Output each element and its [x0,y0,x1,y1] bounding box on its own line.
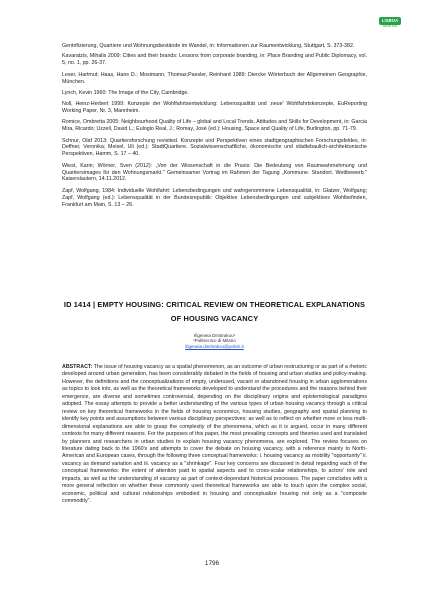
author-email-link[interactable]: ifigeneia.dimitrakou@polimi.it [185,343,244,349]
article-title: ID 1414 | EMPTY HOUSING: CRITICAL REVIEW ON THEORETICAL EXPLANATIONS OF HOUSING VACANCY [63,300,366,323]
reference-list [62,43,367,213]
logo-subtitle: AESOP 2015 [382,25,398,29]
reference-entry: Romice, Ombretta 2005: Neighbourhood Quality of Life – global and Local Trends, Attitudes and Skills for Development, in: Garcia Mira, Ricardo; Uzzell, David L.; Eulogio Real, J.; Romay, José (ed.): Housing, Space and Quality of Life, Burlington, pp. 71-79. [62,119,367,133]
reference-entry: Zapf, Wolfgang, 1984: Individuelle Wohlfahrt: Lebensbedingungen und wahrgenommene Lebensqualität, in: Glatzer, Wolfgang; Zapf, Wolfgang (ed.): Lebensqualität in der Bundesrepublik: Objektive Lebensbedingungen und subjektives Wohlbefinden, Frankfurt am Main, S. 13 – 26. [62,187,367,208]
conference-logo [370,9,410,37]
page-number: 1796 [204,560,220,567]
reference-entry: Kavaratzis, Mihalis 2009: Cities and their brands: Lessons from corporate branding, in: Place Branding and Public Diplomacy, vol. 5, no. 1, pp. 26-37. [62,53,367,67]
reference-entry: Leser, Hartmut; Haas, Hans D.; Mosimann, Thomas;Paesler, Reinhard 1989: Diercke Wörterbuch der Allgemeinen Geographie, München. [62,71,367,85]
author-affiliation: ¹Politecnico di Milano [193,338,236,344]
reference-entry: Lynch, Kevin 1960: The Image of the City, Cambridge. [62,89,189,96]
reference-entry: Schnur, Olaf 2013: Quartiersforschung revisited. Konzepte und Perspektiven eines stadtgeographischen Forschungsfeldes, in: Deffner, Veronika; Meisel, Uli (ed.): StadtQuartiere. Sozialwissenschaftliche, ökonomische und städtebaulich-architektonische Perspektiven, Hamm, S. 17 – 40. [62,137,367,158]
abstract-text: The issue of housing vacancy as a spatial phenomenon, as an outcome of urban restructuring or as part of a rhetoric developed around urban generation, has been considerably debated in the fields of housing and urban studies and policy-making. However, the definitions and the conceptualizations of empty, underused, vacant or abandoned housing in urban agglomerations as topics to look into, as well as the theoretical frameworks developed to understand the procedures and the reasons behind their emergence, are diverse and sometimes controversial, depending on the disciplinary origins and epistemological paradigms adopted. The essay attempts to provide a better understanding of the various types of urban housing vacancy through a critical review on key theoretical frameworks in the fields of housing economics, housing studies, geography and spatial planning to identify key points and assumptions between various disciplinary perspectives; as well as to reflect on whether more or less multi-dimensional explanations are able to grasp the complexity of the phenomena, which as it is argued, occur in many different contexts for many different reasons. For the purposes of this paper, the most prevailing concepts and theories used and translated by planners and researchers in urban studies to explain housing vacancy phenomena, are explored. The review focuses on literature dating back to the 1960's and attempts to cover the debate on housing vacancy, with a reference mainly to North-American and European cases, through the following three conceptual frameworks: i. housing vacancy as mobility "opportunity" ii. vacancy as demand variation and iii. vacancy as a "shrinkage". Four key concerns are discussed in detail regarding each of the conceptual frameworks: the extent of attention paid to spatial aspects and to cross-scalar relationships, to actors' role and impacts, as well as the understanding of vacancy as part of context-dependant historical processes. The paper concludes with a more general reflection on whether these commonly used theoretical frameworks are able to touch upon the complex social, economic, political and cultural relationships embodied in housing and conceptualize housing not only as a "composite commodity". [62,364,367,505]
reference-entry: Wiest, Karin; Wörner, Sven (2012): „Von der Wissenschaft in die Praxis: Die Bedeutung von Raumwahrnehmung und Quartiersimages für den Wohnungsmarkt." Gemeinsamer Vortrag im Rahmen der Tagung „Kommune. Standort. Wettbewerb." Kaiserslautern, 14.11.2012. [62,162,367,183]
logo-badge: LISBOA [379,17,401,25]
abstract [62,364,367,506]
reference-entry: Gentrifizierung, Quartiere und Wohnungsbestände im Wandel, in: Informationen zur Raumentwicklung, Stuttgart, S. 373-382. [62,43,355,49]
abstract-label: ABSTRACT: [62,364,93,370]
author-block [62,333,367,349]
reference-entry: Noll, Heinz-Herbert 1999: Konzepte der Wohlfahrtsentwicklung: Lebensqualität und ‚neue' Wohlfahrtskonzepte, EuReporting Working Paper, Nr. 3, Mannheim. [62,101,367,115]
author-name: Ifigeneia Dimitrakou¹ [193,333,236,338]
